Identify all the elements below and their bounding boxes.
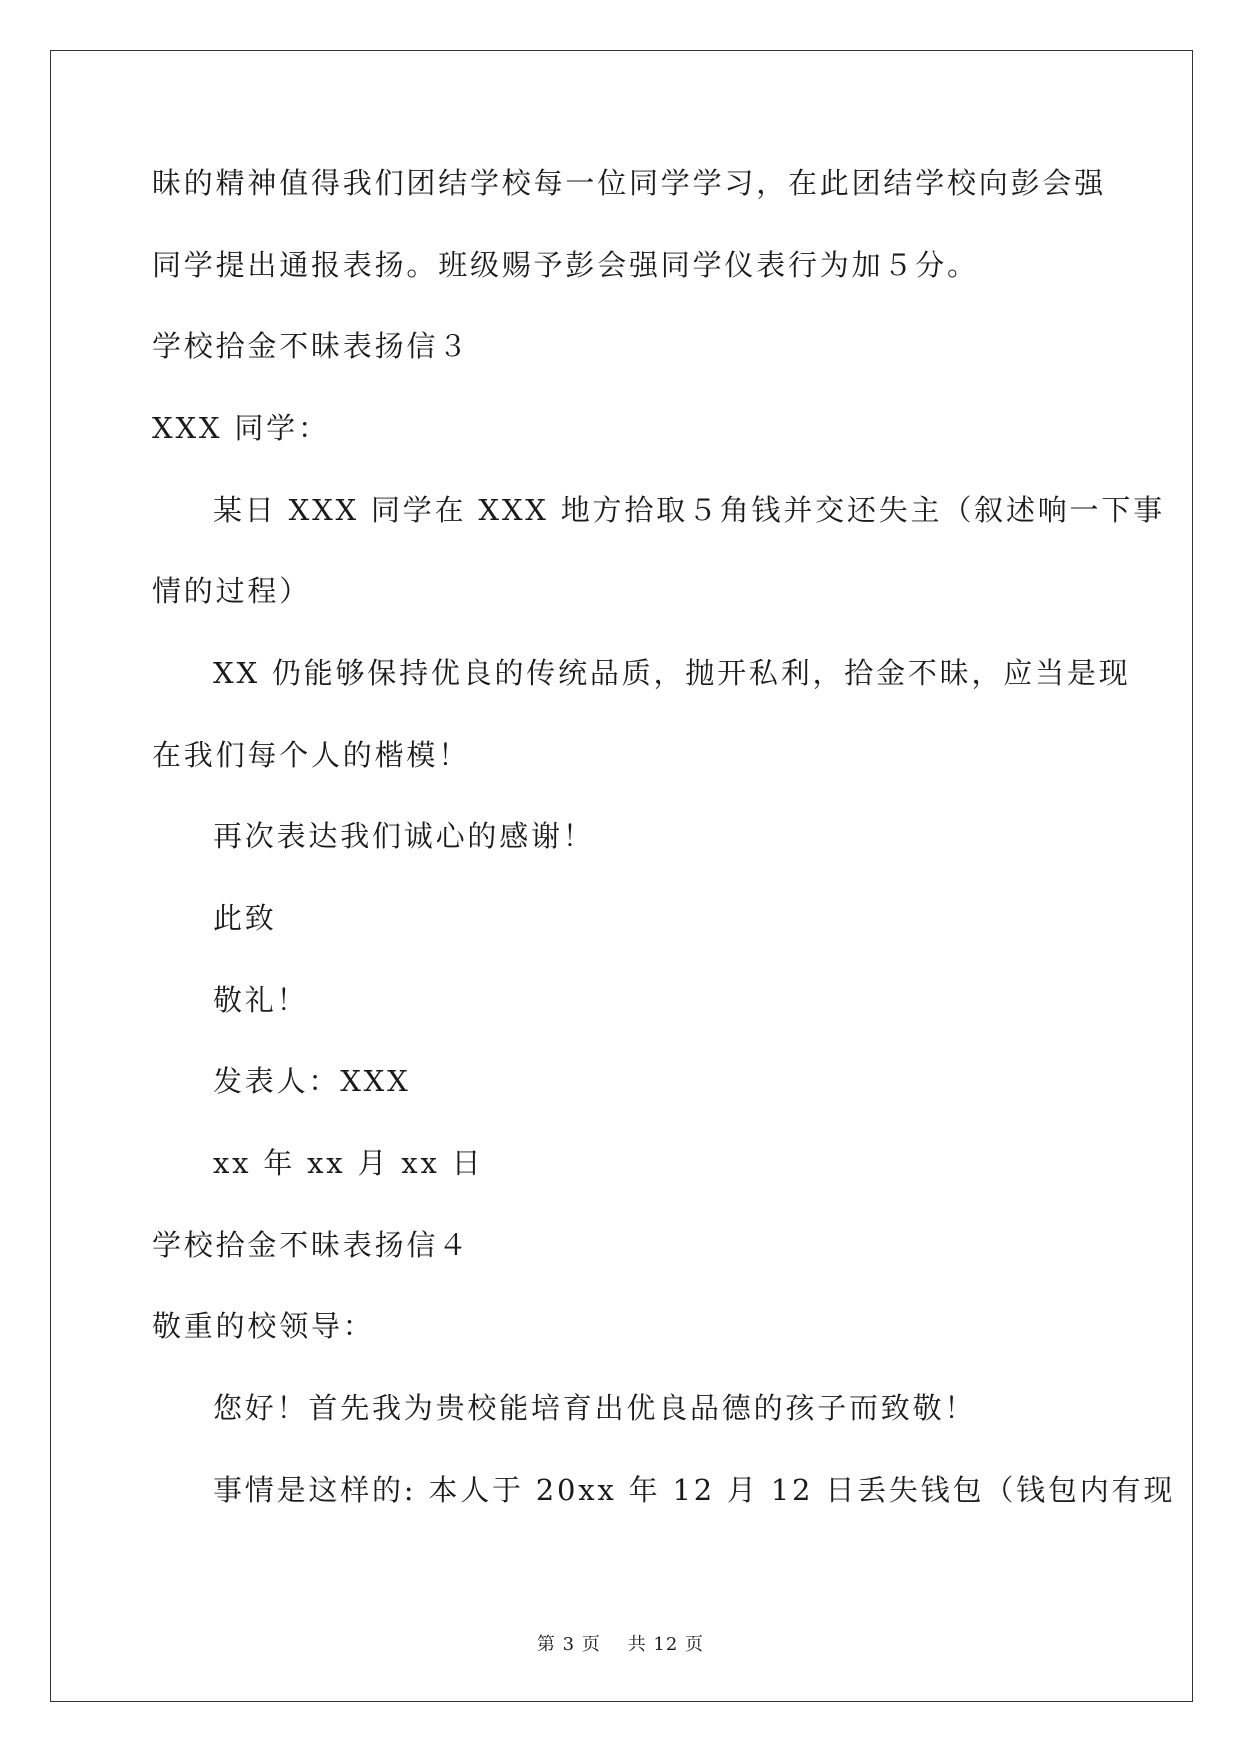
section-heading: 学校拾金不昧表扬信４ bbox=[152, 1228, 471, 1262]
body-line: XX 仍能够保持优良的传统品质，抛开私利，拾金不昧，应当是现 bbox=[213, 656, 1131, 690]
body-line: 某日 XXX 同学在 XXX 地方拾取５角钱并交还失主（叙述响一下事 bbox=[213, 493, 1165, 527]
date-line: xx 年 xx 月 xx 日 bbox=[213, 1146, 484, 1180]
body-line: 您好！首先我为贵校能培育出优良品德的孩子而致敬！ bbox=[213, 1391, 977, 1425]
signature-line: 发表人：XXX bbox=[213, 1064, 411, 1098]
closing-line: 敬礼！ bbox=[213, 983, 309, 1017]
section-heading: 学校拾金不昧表扬信３ bbox=[152, 329, 471, 363]
body-line: 同学提出通报表扬。班级赐予彭会强同学仪表行为加５分。 bbox=[152, 248, 979, 282]
body-line: 事情是这样的: 本人于 20xx 年 12 月 12 日丢失钱包（钱包内有现 bbox=[213, 1473, 1176, 1507]
body-line: 情的过程） bbox=[152, 574, 312, 608]
body-line: 昧的精神值得我们团结学校每一位同学学习，在此团结学校向彭会强 bbox=[152, 166, 1107, 200]
salutation: XXX 同学： bbox=[152, 411, 330, 445]
salutation: 敬重的校领导： bbox=[152, 1309, 375, 1343]
body-line: 再次表达我们诚心的感谢！ bbox=[213, 819, 595, 853]
page-border bbox=[50, 50, 1193, 1702]
body-line: 在我们每个人的楷模！ bbox=[152, 738, 471, 772]
closing-line: 此致 bbox=[213, 901, 277, 935]
page-number: 第 3 页 共 12 页 bbox=[536, 1634, 705, 1655]
